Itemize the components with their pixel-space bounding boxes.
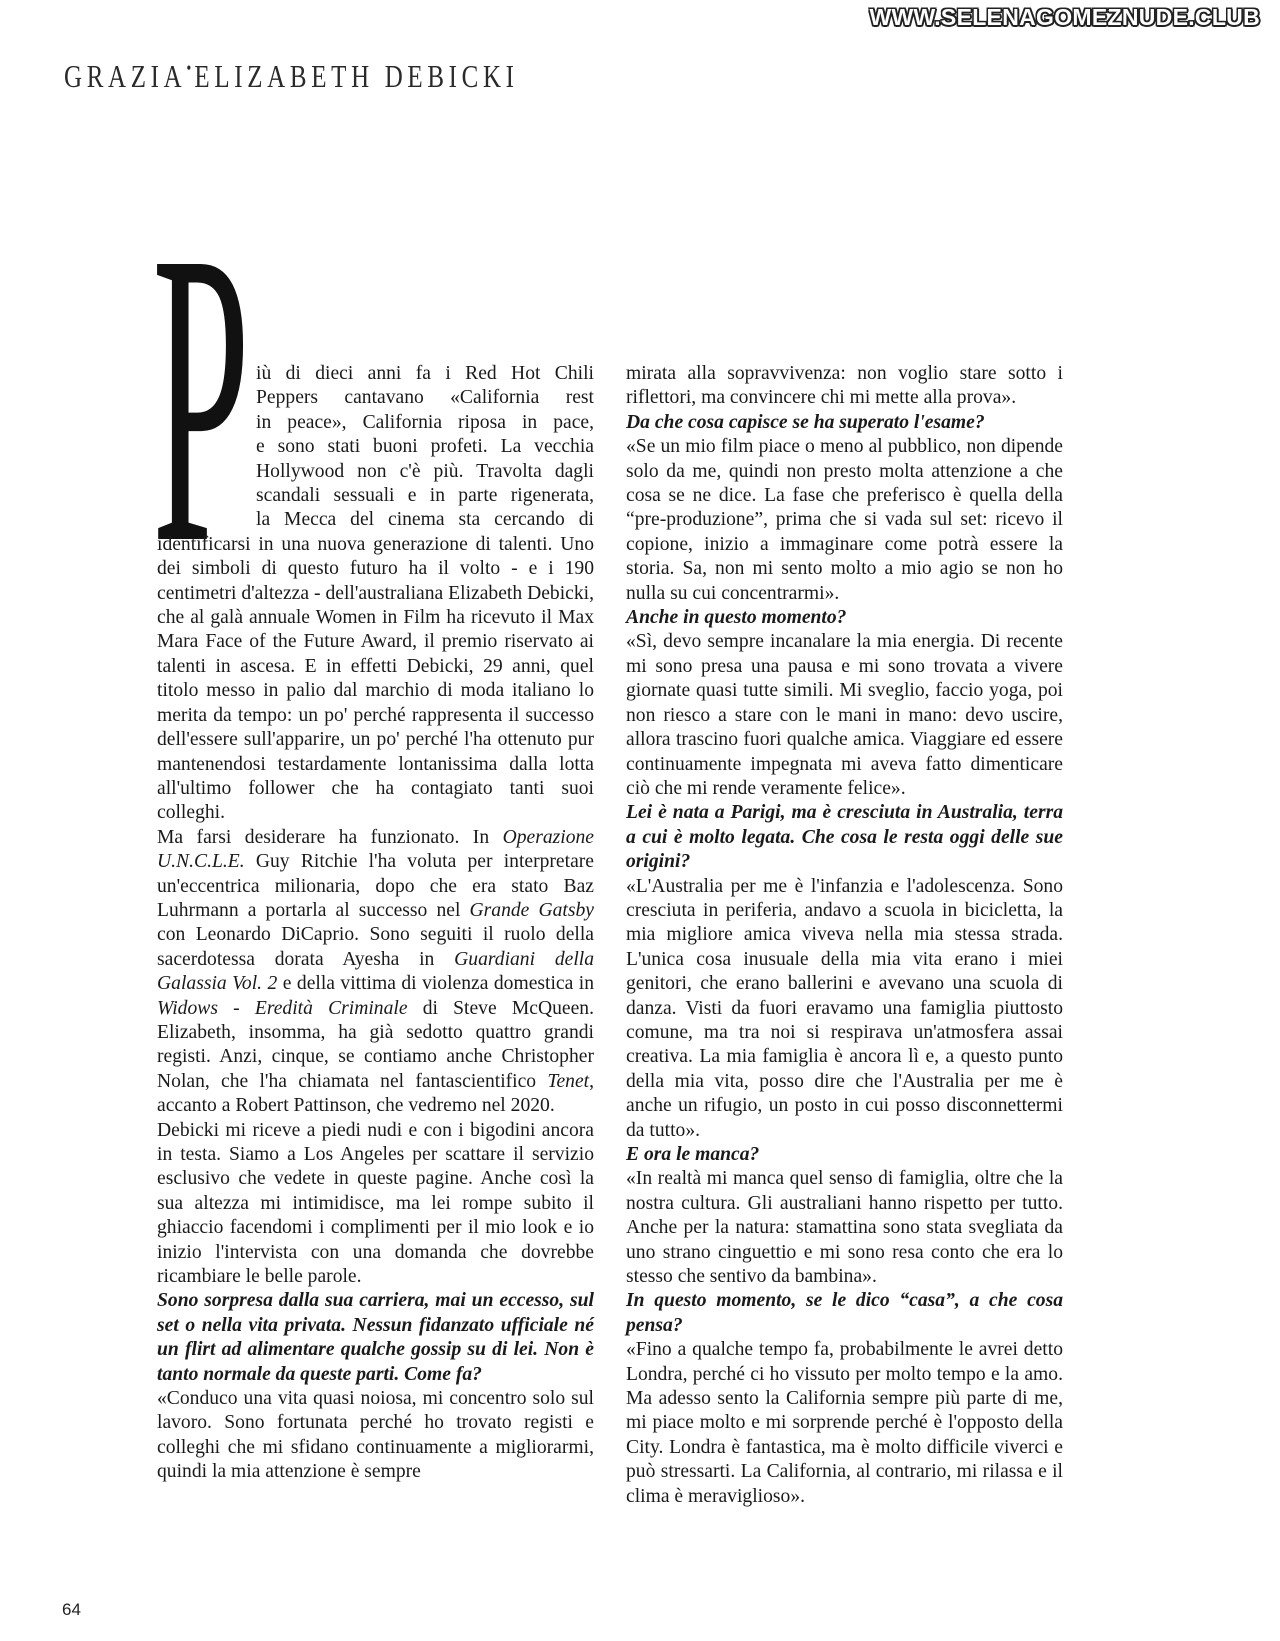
film-title: Widows - Eredità Criminale <box>157 997 408 1019</box>
film-title: Guardiani della Galassia Vol. 2 <box>157 948 595 995</box>
film-title: Tenet <box>547 1070 590 1092</box>
article-column-left <box>157 362 594 1485</box>
interview-question: Anche in questo momento? <box>626 607 847 629</box>
interview-question: Lei è nata a Parigi, ma è cresciuta in Australia, terra a cui è molto legata. Che cosa le resta oggi delle sue origini? <box>626 802 1063 873</box>
section-header <box>64 58 519 95</box>
interview-answer: «Se un mio film piace o meno al pubblico, non dipende solo da me, quindi non presto molta attenzione a che cosa se ne dice. La fase che preferisco è quella della “pre-produzione”, prima che si vada sul set: ricevo il copione, inizio a immaginare come potrà essere la storia. Sa, non mi sento molto a mio agio se non ho nulla su cui concentrarmi». <box>626 436 1063 604</box>
paragraph: identificarsi in una nuova generazione di talenti. Uno dei simboli di questo futuro ha il volto - e i 190 centimetri d'altezza - dell'australiana Elizabeth Debicki, che al galà annuale Women in Film ha ricevuto il Max Mara Face of the Future Award, il premio riservato ai talenti in ascesa. E in effetti Debicki, 29 anni, quel titolo messo in palio dal marchio di moda italiano lo merita da tempo: un po' perché rappresenta il successo dell'essere sull'apparire, un po' perché l'ha ottenuto pur mantenendosi testardamente lontanissima dalla lotta all'ultimo follower che ha contagiato tanti suoi colleghi. <box>157 533 594 824</box>
header-separator: • <box>186 58 195 78</box>
interview-answer: «Fino a qualche tempo fa, probabilmente le avrei detto Londra, perché ci ho vissuto per molto tempo e la amo. Ma adesso sento la California sempre più parte di me, mi piace molto e mi sorprende perché è l'opposto della City. Londra è fantastica, ma è molto difficile viverci e può stressarti. La California, al contrario, mi rilassa e il clima è meraviglioso». <box>626 1339 1063 1507</box>
intro-line: iù di dieci anni fa i Red Hot Chili <box>256 363 594 384</box>
intro-line: Hollywood non c'è più. Travolta dagli <box>256 460 594 482</box>
interview-question: E ora le manca? <box>626 1144 760 1165</box>
text-run: di Steve McQueen. Elizabeth, insomma, ha già sedotto quattro grandi registi. Anzi, cinque, se contiamo anche Christopher Nolan, che l'ha chiamata nel fantascientifico <box>157 997 595 1092</box>
text-run: Guy Ritchie l'ha voluta per interpretare un'eccentrica milionaria, dopo che era stato Baz Luhrmann a portarla al successo nel <box>157 851 594 921</box>
article-subject: ELIZABETH DEBICKI <box>194 58 519 94</box>
text-run: Ma farsi desiderare ha funzionato. In <box>157 826 503 848</box>
intro-line: e sono stati buoni profeti. La vecchia <box>256 436 594 458</box>
film-title: Operazione U.N.C.L.E. <box>157 826 594 873</box>
intro-line: in peace», California riposa in pace, <box>256 411 594 433</box>
interview-answer: «Sì, devo sempre incanalare la mia energia. Di recente mi sono presa una pausa e mi sono trovata a vivere giornate quasi tutte simili. Mi sveglio, faccio yoga, poi non riesco a stare con le mani in mano: devo uscire, allora trascino fuori qualche amica. Viaggiare ed essere continuamente impegnata mi aveva fatto dimenticare ciò che mi rende veramente felice». <box>626 631 1063 799</box>
interview-answer: «L'Australia per me è l'infanzia e l'adolescenza. Sono cresciuta in periferia, andavo a scuola in bicicletta, la mia migliore amica viveva nella mia stessa strada. L'unica cosa inusuale della mia vita erano i miei genitori, che erano ballerini e avevano una scuola di danza. Visti da fuori eravamo una famiglia piuttosto comune, ma tra noi si respirava un'atmosfera assai creativa. La mia famiglia è ancora lì e, a questo punto della mia vita, posso dire che l'Australia per me è anche un rifugio, un posto in cui posso disconnettermi da tutto». <box>626 875 1063 1141</box>
text-run: , accanto a Robert Pattinson, che vedremo nel 2020. <box>157 1070 594 1117</box>
text-run: con Leonardo DiCaprio. Sono seguiti il ruolo della sacerdotessa dorata Ayesha in <box>157 924 594 970</box>
paragraph <box>157 826 594 1119</box>
intro-line: scandali sessuali e in parte rigenerata, <box>256 485 594 507</box>
page-number: 64 <box>62 1600 81 1619</box>
paragraph: Debicki mi riceve a piedi nudi e con i bigodini ancora in testa. Siamo a Los Angeles per scattare il servizio esclusivo che vedete in queste pagine. Anche così la sua altezza mi intimidisce, ma lei rompe subito il ghiaccio facendomi i complimenti per il mio look e io inizio l'intervista con una domanda che dovrebbe ricambiare le belle parole. <box>157 1119 594 1288</box>
article-column-right <box>626 362 1063 1509</box>
interview-question: Sono sorpresa dalla sua carriera, mai un eccesso, sul set o nella vita privata. Nessun fidanzato ufficiale né un flirt ad alimentare qualche gossip su di lei. Non è tanto normale da queste parti. Come fa? <box>157 1290 594 1385</box>
magazine-name: GRAZIA <box>64 58 187 94</box>
intro-line: Peppers cantavano «California rest <box>256 387 594 409</box>
film-title: Grande Gatsby <box>469 899 594 921</box>
interview-answer: «Conduco una vita quasi noiosa, mi concentro solo sul lavoro. Sono fortunata perché ho trovato registi e colleghi che mi sfidano continuamente a migliorarmi, quindi la mia attenzione è sempre <box>157 1388 594 1483</box>
text-run: e della vittima di violenza domestica in <box>277 973 594 995</box>
interview-answer: mirata alla sopravvivenza: non voglio stare sotto i riflettori, ma convincere chi mi mette alla prova». <box>626 363 1063 409</box>
intro-line: la Mecca del cinema sta cercando di <box>256 509 594 531</box>
site-watermark: WWW.SELENAGOMEZNUDE.CLUB <box>869 4 1260 30</box>
drop-cap: P <box>152 165 251 630</box>
interview-answer: «In realtà mi manca quel senso di famiglia, oltre che la nostra cultura. Gli australiani hanno rispetto per tutto. Anche per la natura: stamattina sono stata svegliata da uno strano cinguettio e mi sono resa conto che era lo stesso che sentivo da bambina». <box>626 1168 1063 1288</box>
interview-question: In questo momento, se le dico “casa”, a che cosa pensa? <box>626 1290 1063 1336</box>
interview-question: Da che cosa capisce se ha superato l'esame? <box>626 411 985 433</box>
intro-lines <box>157 362 594 533</box>
